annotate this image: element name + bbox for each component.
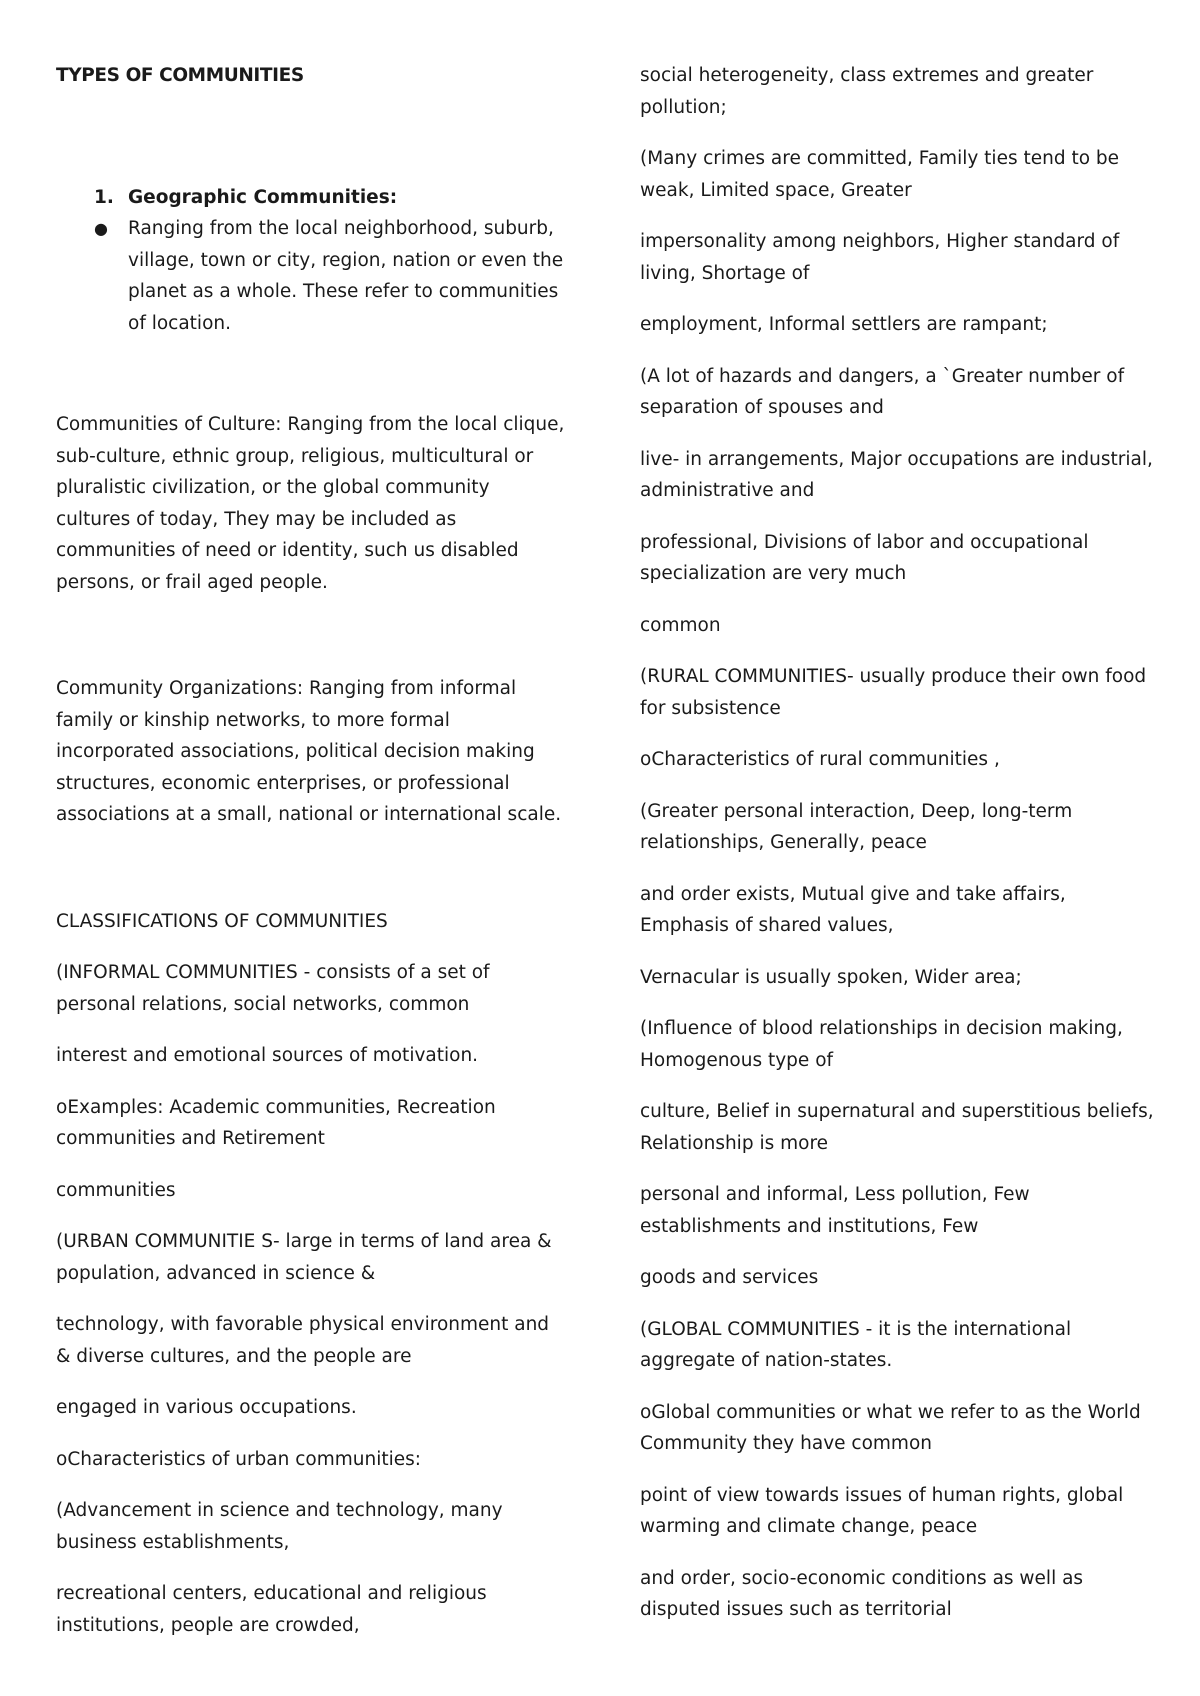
global-communities-paragraph: (GLOBAL COMMUNITIES - it is the international aggregate of nation-states. bbox=[640, 1318, 1072, 1371]
right-paragraph-17: goods and services bbox=[640, 1267, 819, 1288]
list-number: 1. bbox=[94, 186, 114, 208]
geographic-description: Ranging from the local neighborhood, suburb, village, town or city, region, nation or even the planet as a whole. These refer to communities of location. bbox=[128, 218, 564, 334]
rural-communities-paragraph: (RURAL COMMUNITIES- usually produce their own food for subsistence bbox=[640, 666, 1147, 719]
informal-paragraph-2: interest and emotional sources of motivation. bbox=[56, 1045, 479, 1066]
numbered-item-geographic bbox=[56, 182, 568, 214]
right-paragraph-11: (Greater personal interaction, Deep, long-term relationships, Generally, peace bbox=[640, 800, 1073, 853]
right-paragraph-1: social heterogeneity, class extremes and greater pollution; bbox=[640, 65, 1094, 118]
right-paragraph-8: common bbox=[640, 614, 721, 636]
bullet-icon: ● bbox=[94, 219, 108, 238]
classifications-heading: CLASSIFICATIONS OF COMMUNITIES bbox=[56, 910, 388, 932]
right-paragraph-15: culture, Belief in supernatural and superstitious beliefs, Relationship is more bbox=[640, 1101, 1154, 1154]
urban-characteristics-heading: oCharacteristics of urban communities: bbox=[56, 1448, 422, 1470]
right-paragraph-14: (Influence of blood relationships in decision making, Homogenous type of bbox=[640, 1018, 1123, 1071]
right-paragraph-2: (Many crimes are committed, Family ties tend to be weak, Limited space, Greater bbox=[640, 148, 1120, 201]
right-paragraph-4: employment, Informal settlers are rampant; bbox=[640, 314, 1048, 335]
bullet-item-geographic bbox=[94, 213, 568, 339]
right-paragraph-3: impersonality among neighbors, Higher standard of living, Shortage of bbox=[640, 231, 1120, 284]
geographic-communities-heading: Geographic Communities: bbox=[128, 186, 398, 208]
right-paragraph-20: point of view towards issues of human rights, global warming and climate change, peace bbox=[640, 1484, 1124, 1537]
urban-advancement-1: (Advancement in science and technology, many business establishments, bbox=[56, 1500, 503, 1553]
urban-paragraph-1: (URBAN COMMUNITIE S- large in terms of land area & population, advanced in science & bbox=[56, 1231, 552, 1284]
right-paragraph-19: oGlobal communities or what we refer to as the World Community they have common bbox=[640, 1401, 1141, 1454]
urban-advancement-2: recreational centers, educational and religious institutions, people are crowded, bbox=[56, 1583, 487, 1636]
right-paragraph-7: professional, Divisions of labor and occupational specialization are very much bbox=[640, 531, 1089, 584]
examples-paragraph-2: communities bbox=[56, 1179, 176, 1201]
document-title: TYPES OF COMMUNITIES bbox=[56, 65, 304, 86]
right-column bbox=[640, 60, 1160, 1646]
right-paragraph-6: live- in arrangements, Major occupations are industrial, administrative and bbox=[640, 448, 1153, 501]
right-paragraph-21: and order, socio-economic conditions as well as disputed issues such as territorial bbox=[640, 1567, 1084, 1620]
informal-paragraph-1: (INFORMAL COMMUNITIES - consists of a set of personal relations, social networks, common bbox=[56, 962, 490, 1015]
rural-characteristics-heading: oCharacteristics of rural communities , bbox=[640, 749, 1000, 770]
culture-paragraph: Communities of Culture: Ranging from the local clique, sub-culture, ethnic group, religious, multicultural or pluralistic civilization, or the global community cultures of today, They may be included as communities of need or identity, such us disabled persons, or frail aged people. bbox=[56, 414, 565, 593]
right-paragraph-16: personal and informal, Less pollution, Few establishments and institutions, Few bbox=[640, 1184, 1030, 1237]
right-paragraph-12: and order exists, Mutual give and take affairs, Emphasis of shared values, bbox=[640, 883, 1066, 936]
right-paragraph-5: (A lot of hazards and dangers, a `Greater number of separation of spouses and bbox=[640, 365, 1125, 418]
urban-paragraph-3: engaged in various occupations. bbox=[56, 1397, 357, 1418]
urban-paragraph-2: technology, with favorable physical environment and & diverse cultures, and the people are bbox=[56, 1314, 550, 1367]
examples-paragraph-1: oExamples: Academic communities, Recreation communities and Retirement bbox=[56, 1096, 496, 1149]
organizations-paragraph: Community Organizations: Ranging from informal family or kinship networks, to more formal incorporated associations, political decision making structures, economic enterprises, or professional associations at a small, national or international scale. bbox=[56, 678, 562, 825]
left-column bbox=[56, 60, 568, 1661]
right-paragraph-13: Vernacular is usually spoken, Wider area; bbox=[640, 966, 1022, 988]
